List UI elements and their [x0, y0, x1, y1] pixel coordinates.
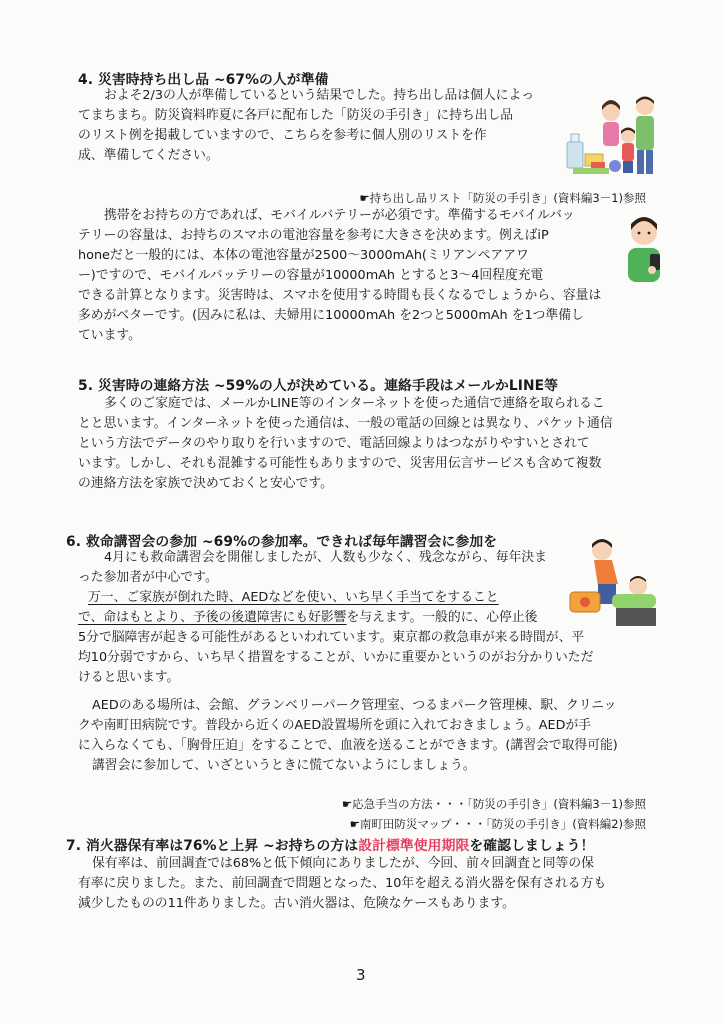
text-line: います。しかし、それも混雑する可能性もありますので、災害用伝言サービスも含めて複数	[78, 456, 602, 471]
text-line: 5分で脳障害が起きる可能性があるといわれています。東京都の救急車が来る時間が、平	[78, 630, 585, 645]
section-6-reference-1: ☛応急手当の方法・・・「防災の手引き」(資料編3－1)参照	[341, 797, 646, 811]
text-line	[78, 588, 593, 608]
text-line: という方法でデータのやり取りを行いますので、電話回線よりはつながりやすいとされて	[78, 436, 590, 451]
heading-text: を確認しましょう！	[469, 838, 595, 854]
section-7-paragraph	[78, 854, 606, 914]
text-line: 携帯をお持ちの方であれば、モバイルバテリーが必須です。準備するモバイルバッ	[104, 208, 575, 223]
text-line: honeだと一般的には、本体の電池容量が2500～3000mAh(ミリアンペアアワ	[78, 248, 529, 263]
section-4-reference: ☛持ち出し品リスト「防災の手引き」(資料編3－1)参照	[359, 191, 646, 205]
text-line: ー)ですので、モバイルバッテリーの容量が10000mAh とすると3～4回程度充電	[78, 268, 544, 283]
heading-text: 7. 消火器保有率は76%と上昇 ~お持ちの方は	[66, 838, 359, 854]
text-line: 4月にも救命講習会を開催しましたが、人数も少なく、残念ながら、毎年決ま	[104, 550, 547, 565]
section-5-paragraph	[78, 394, 613, 494]
text-line: 多くのご家庭では、メールかLINE等のインターネットを使った通信で連絡を取られるこ	[104, 396, 605, 411]
text-line: 成、準備してください。	[78, 148, 219, 163]
section-6-reference-2: ☛南町田防災マップ・・・「防災の手引き」(資料編2)参照	[349, 817, 646, 831]
section-6-paragraph-3	[78, 696, 618, 776]
section-6-heading: 6. 救命講習会の参加 ~69%の参加率。できれば毎年講習会に参加を	[66, 534, 498, 550]
text-line: ています。	[78, 328, 141, 343]
text-line: 減少したものの11件ありました。古い消火器は、危険なケースもあります。	[78, 896, 515, 911]
text-line: のリスト例を掲載していますので、こちらを参考に個人別のリストを作	[78, 128, 487, 143]
family-supplies-illustration	[565, 92, 665, 178]
text-line: の連絡方法を家族で決めておくと安心です。	[78, 476, 333, 491]
text-line: 保有率は、前回調査では68%と低下傾向にありましたが、今回、前々回調査と同等の保	[92, 856, 594, 871]
section-4-paragraph-2	[78, 206, 601, 346]
text-line: 多めがベターです。(因みに私は、夫婦用に10000mAh を2つと5000mAh を1つ準備し	[78, 308, 584, 323]
text-line: けると思います。	[78, 670, 180, 685]
text-line: 有率に戻りました。また、前回調査で問題となった、10年を超える消火器を保有される方も	[78, 876, 607, 891]
highlighted-text: 設計標準使用期限	[358, 838, 470, 854]
underlined-text: で、命はもとより、予後の後遺障害にも好影響	[78, 610, 347, 625]
text-line: に入らなくても、「胸骨圧迫」をすることで、血液を送ることができます。(講習会で取得可能)	[78, 738, 618, 753]
cpr-aed-illustration	[568, 538, 664, 634]
text-line: テリーの容量は、お持ちのスマホの電池容量を参考に大きさを決めます。例えばiP	[78, 228, 549, 243]
text-line: およそ2/3の人が準備しているという結果でした。持ち出し品は個人によっ	[104, 88, 535, 103]
section-5-heading: 5. 災害時の連絡方法 ~59%の人が決めている。連絡手段はメールかLINE等	[78, 378, 559, 394]
person-smartphone-illustration	[622, 212, 668, 284]
text-line: 講習会に参加して、いざというときに慌てないようにしましょう。	[92, 758, 476, 773]
text-line: 均10分弱ですから、いち早く措置をすることが、いかに重要かというのがお分かりいただ	[78, 650, 594, 665]
text-line: とと思います。インターネットを使った通信は、一般の電話の回線とは異なり、パケット通信	[78, 416, 613, 431]
text-line: った参加者が中心です。	[78, 570, 218, 585]
section-7-heading	[66, 834, 594, 854]
text-span: を与えます。一般的に、心停止後	[346, 610, 538, 625]
text-line	[78, 608, 593, 628]
section-4-paragraph-1	[78, 86, 534, 166]
section-4-heading: 4. 災害時持ち出し品 ~67%の人が準備	[78, 72, 329, 88]
text-line: てまちまち。防災資料昨夏に各戸に配布した「防災の手引き」に持ち出し品	[78, 108, 514, 123]
text-line: クや南町田病院です。普段から近くのAED設置場所を頭に入れておきましょう。AEDが手	[78, 718, 592, 733]
underlined-text: 万一、ご家族が倒れた時、AEDなどを使い、いち早く手当てをすること	[88, 590, 499, 605]
section-6-paragraph-1	[78, 548, 593, 688]
page-number: 3	[356, 966, 366, 984]
text-line: できる計算となります。災害時は、スマホを使用する時間も長くなるでしょうから、容量は	[78, 288, 602, 303]
text-line: AEDのある場所は、会館、グランベリーパーク管理室、つるまパーク管理棟、駅、クリニッ	[92, 698, 617, 713]
